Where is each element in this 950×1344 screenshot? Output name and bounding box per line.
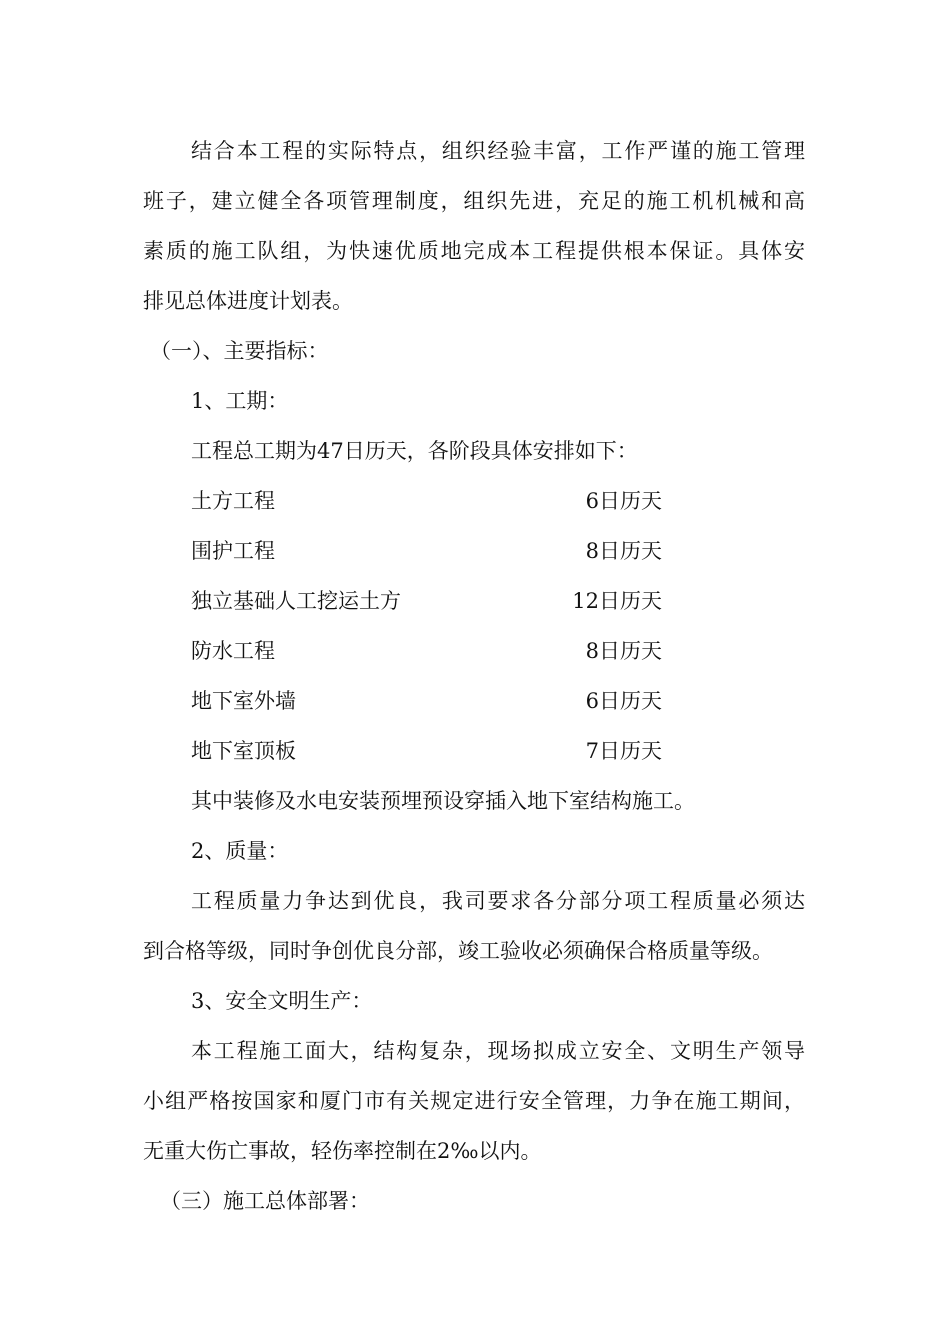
safety-line-2: 小组严格按国家和厦门市有关规定进行安全管理，力争在施工期间， (143, 1089, 805, 1113)
schedule-row-name: 围护工程 (191, 539, 275, 563)
safety-line-3: 无重大伤亡事故，轻伤率控制在2‰以内。 (143, 1139, 542, 1163)
schedule-row-name: 地下室顶板 (191, 739, 296, 763)
quality-heading: 2、质量： (191, 839, 289, 863)
schedule-row-name: 地下室外墙 (191, 689, 296, 713)
schedule-row-name: 独立基础人工挖运土方 (191, 589, 401, 613)
section-heading-main-indicators: （一）、主要指标： (150, 339, 329, 363)
safety-heading: 3、安全文明生产： (191, 989, 373, 1013)
intro-line-2: 班子，建立健全各项管理制度，组织先进，充足的施工机机械和高 (143, 189, 805, 213)
schedule-row-duration: 8日历天 (585, 639, 662, 663)
schedule-row-name: 土方工程 (191, 489, 275, 513)
schedule-heading: 1、工期： (191, 389, 289, 413)
schedule-row-name: 防水工程 (191, 639, 275, 663)
safety-line-1: 本工程施工面大，结构复杂，现场拟成立安全、文明生产领导 (191, 1039, 805, 1063)
section-heading-overall-deployment: （三）施工总体部署： (160, 1189, 370, 1213)
schedule-summary: 工程总工期为47日历天，各阶段具体安排如下： (191, 439, 638, 463)
schedule-row-duration: 12日历天 (572, 589, 662, 613)
quality-line-2: 到合格等级，同时争创优良分部，竣工验收必须确保合格质量等级。 (143, 939, 773, 963)
intro-line-1: 结合本工程的实际特点，组织经验丰富，工作严谨的施工管理 (191, 139, 805, 163)
schedule-row-duration: 7日历天 (585, 739, 662, 763)
intro-line-3: 素质的施工队组，为快速优质地完成本工程提供根本保证。具体安 (143, 239, 805, 263)
schedule-note: 其中装修及水电安装预埋预设穿插入地下室结构施工。 (191, 789, 695, 813)
intro-line-4: 排见总体进度计划表。 (143, 289, 353, 313)
schedule-row-duration: 6日历天 (585, 489, 662, 513)
schedule-row-duration: 8日历天 (585, 539, 662, 563)
schedule-row-duration: 6日历天 (585, 689, 662, 713)
quality-line-1: 工程质量力争达到优良，我司要求各分部分项工程质量必须达 (191, 889, 805, 913)
